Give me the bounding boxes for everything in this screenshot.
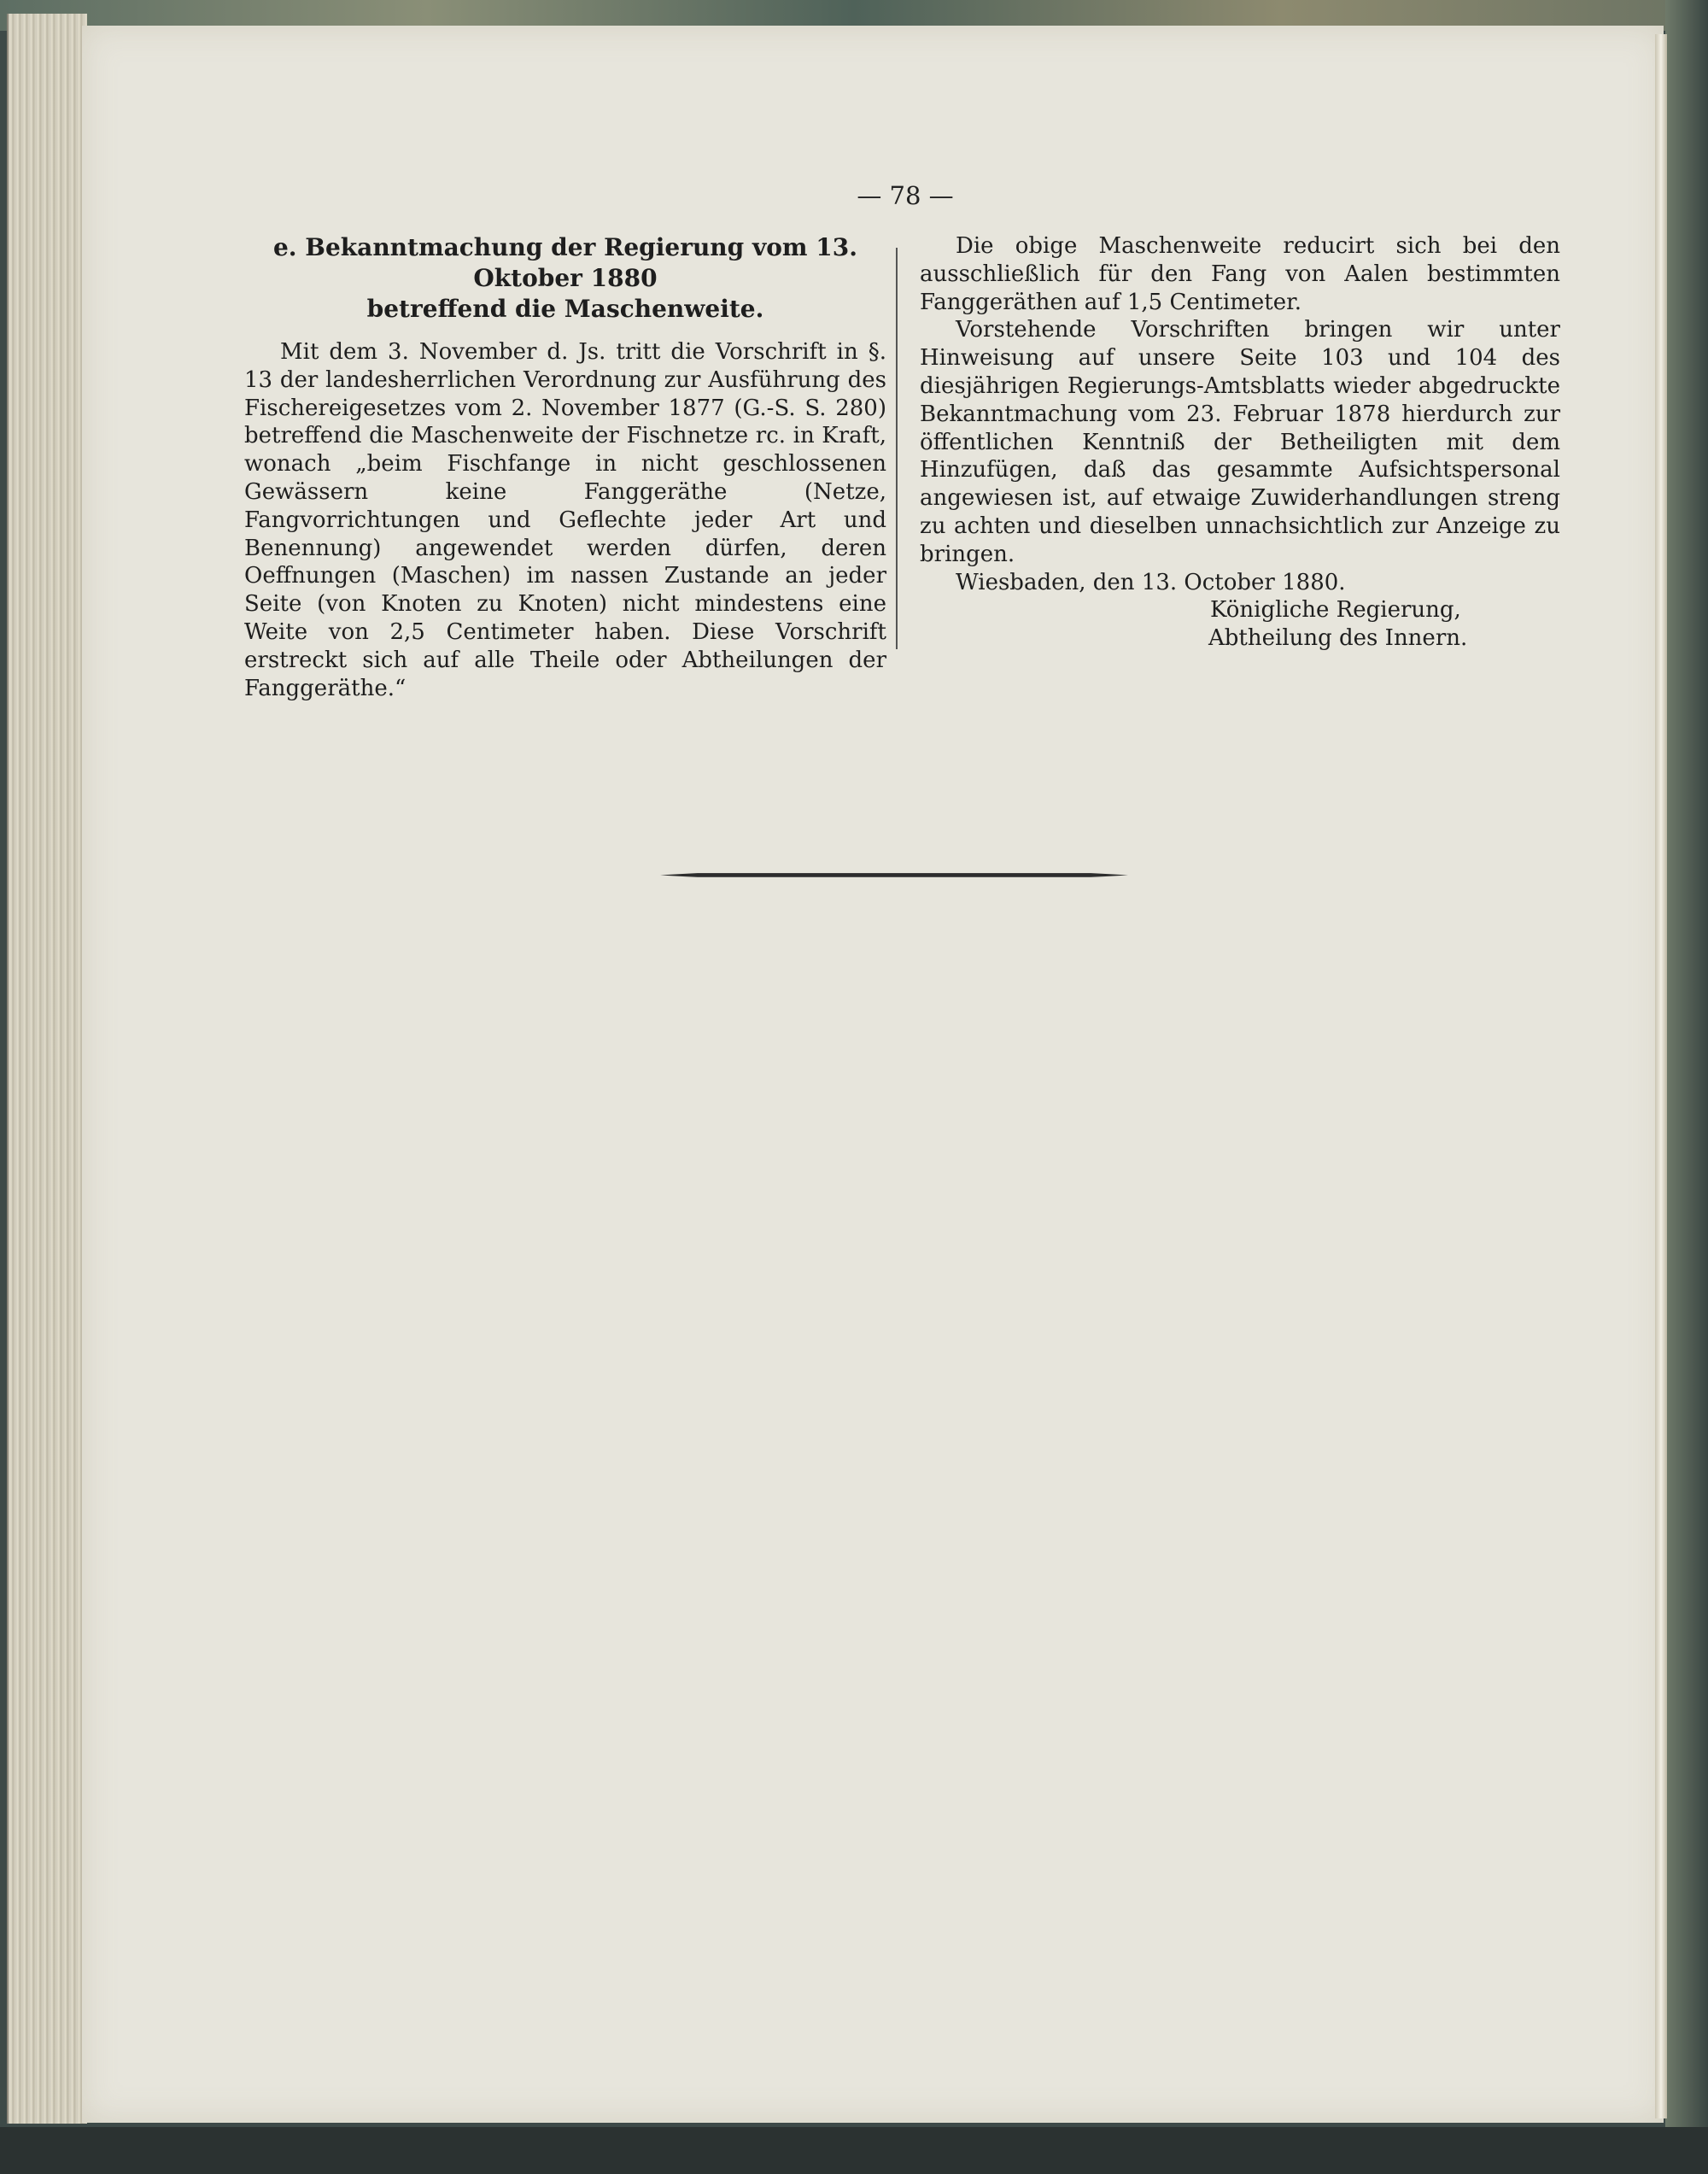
notice-body: Mit dem 3. November d. Js. tritt die Vorschrift in §. 13 der landesherrlichen Verordnung zur Ausführung des Fischereigesetzes vom 2. November 1877 (G.-S. S. 280) betreffend die Maschenweite der Fischnetze rc. in Kraft, wonach „beim Fischfange in nicht geschlossenen Gewässern keine Fanggeräthe (Netze, Fangvorrichtungen und Geflechte jeder Art und Benennung) angewendet werden dürfen, deren Oeffnungen (Maschen) im nassen Zustande an jeder Seite (von Knoten zu Knoten) nicht mindestens eine Weite von 2,5 Centimeter haben. Diese Vorschrift erstreckt sich auf alle Theile oder Abtheilungen der Fanggeräthe.“	[244, 339, 886, 701]
paragraph-instructions: Vorstehende Vorschriften bringen wir unter Hinweisung auf unsere Seite 103 und 104 des diesjährigen Regierungs-Amtsblatts wieder abgedruckte Bekanntmachung vom 23. Februar 1878 hierdurch zur öffentlichen Kenntniß der Betheiligten mit dem Hinzufügen, daß das gesammte Aufsichtspersonal angewiesen ist, auf etwaige Zuwiderhandlungen streng zu achten und dieselben unnachsichtlich zur Anzeige zu bringen.	[920, 317, 1560, 567]
notice-heading-line2: betreffend die Maschenweite.	[366, 295, 764, 323]
notice-heading	[244, 232, 886, 325]
page-edges	[7, 14, 87, 2124]
book-cover-right	[1665, 0, 1708, 2174]
page-number: — 78 —	[857, 181, 954, 210]
dateline: Wiesbaden, den 13. October 1880.	[956, 569, 1346, 595]
book-cover-bottom	[0, 2127, 1708, 2174]
notice-heading-line1: e. Bekanntmachung der Regierung vom 13. Oktober 1880	[272, 233, 858, 292]
page-gutter	[1655, 34, 1667, 2118]
section-end-rule	[660, 873, 1128, 877]
signature-department: Abtheilung des Innern.	[1208, 625, 1468, 652]
paragraph-mesh-reduction: Die obige Maschenweite reducirt sich bei den ausschließlich für den Fang von Aalen bestimmten Fanggeräthen auf 1,5 Centimeter.	[920, 233, 1560, 315]
column-divider	[896, 248, 898, 649]
signature-authority: Königliche Regierung,	[1210, 597, 1461, 624]
right-column	[920, 232, 1560, 653]
left-column	[244, 232, 886, 702]
